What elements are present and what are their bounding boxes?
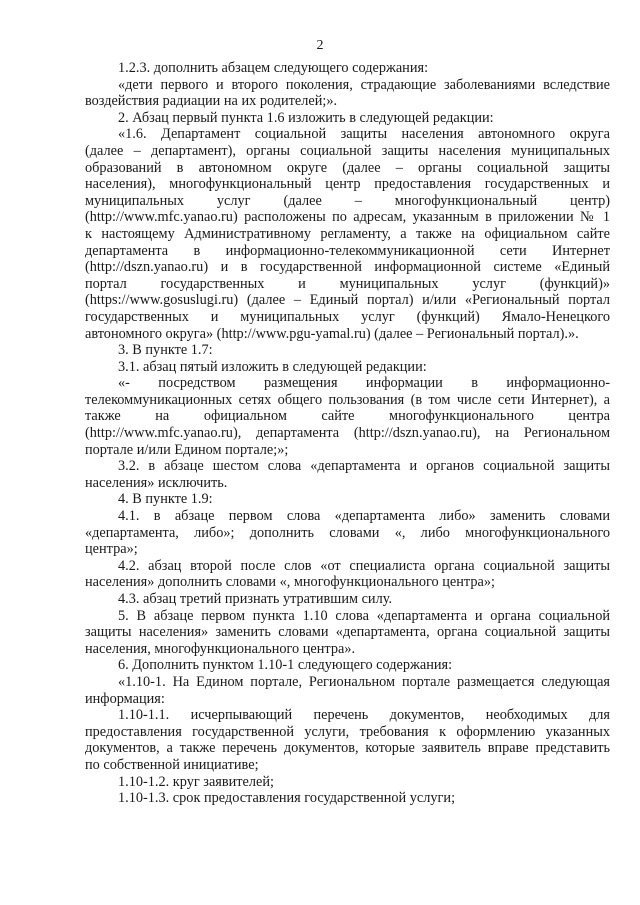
text-line: населения, многофункционального центра».: [85, 640, 356, 657]
text-line: «1.6. Департамент социальной защиты населения автономного округа: [118, 126, 610, 143]
text-line: 5. В абзаце первом пункта 1.10 слова «департамента и органа социальной: [118, 607, 610, 624]
text-line: 6. Дополнить пунктом 1.10-1 следующего содержания:: [118, 657, 453, 674]
text-line: департамента в информационно-телекоммуникационной сети Интернет: [85, 242, 610, 259]
text-line: 3. В пункте 1.7:: [118, 342, 213, 359]
text-line: 1.10-1.3. срок предоставления государственной услуги;: [118, 790, 456, 807]
text-line: 2. Абзац первый пункта 1.6 изложить в следующей редакции:: [118, 109, 494, 126]
text-line: 1.10-1.1. исчерпывающий перечень документов, необходимых для: [118, 707, 610, 724]
text-line: 1.10-1.2. круг заявителей;: [118, 773, 274, 790]
text-line: «дети первого и второго поколения, страдающие заболеваниями вследствие: [118, 76, 610, 93]
text-line: населения» исключить.: [85, 474, 228, 491]
page-number: 2: [316, 38, 324, 53]
text-line: муниципальных услуг (далее – многофункциональный центр): [85, 192, 610, 209]
text-line: населения» дополнить словами «, многофункционального центра»;: [85, 574, 495, 591]
text-line: информация:: [85, 690, 165, 707]
text-line: портал государственных и муниципальных услуг (функций)»: [85, 275, 610, 292]
text-line: 4.3. абзац третий признать утратившим силу.: [118, 591, 393, 607]
text-line: 4. В пункте 1.9:: [118, 491, 213, 508]
text-line: документов, а также перечень документов, которые заявитель вправе представить: [85, 740, 610, 757]
text-line: 4.2. абзац второй после слов «от специалиста органа социальной защиты: [118, 557, 610, 574]
text-line: населения), многофункциональный центр предоставления государственных и: [85, 176, 610, 193]
text-line: к настоящему Административному регламенту, а также на официальном сайте: [85, 225, 610, 242]
text-line: автономного округа» (http://www.pgu-yamal.ru) (далее – Региональный портал).».: [85, 325, 579, 342]
text-line: телекоммуникационных сетях общего пользования (в том числе сети Интернет), а: [85, 391, 610, 408]
text-line: также на официальном сайте многофункционального центра: [85, 408, 610, 425]
text-line: центра»;: [85, 541, 138, 558]
text-line: 4.1. в абзаце первом слова «департамента либо» заменить словами: [118, 508, 610, 525]
text-line: «1.10-1. На Едином портале, Региональном портале размещается следующая: [118, 673, 610, 690]
text-line: (https://www.gosuslugi.ru) (далее – Единый портал) и/или «Региональный портал: [85, 292, 610, 309]
text-line: 1.2.3. дополнить абзацем следующего содержания:: [118, 60, 429, 76]
document-body: [85, 60, 610, 807]
text-line: (http://www.mfc.yanao.ru), департамента (http://dszn.yanao.ru), на Региональном: [85, 425, 610, 442]
text-line: воздействия радиации на их родителей;».: [85, 93, 338, 110]
text-line: государственных и муниципальных услуг (функций) Ямало-Ненецкого: [85, 308, 610, 325]
text-line: по собственной инициативе;: [85, 756, 259, 773]
text-line: (далее – департамент), органы социальной защиты населения муниципальных: [85, 142, 610, 159]
text-line: «- посредством размещения информации в информационно-: [118, 375, 610, 392]
text-line: защиты населения» заменить словами «департамента, органа социальной защиты: [85, 624, 610, 641]
text-line: (http://dszn.yanao.ru) и в государственной информационной системе «Единый: [85, 259, 610, 276]
text-line: 3.1. абзац пятый изложить в следующей редакции:: [118, 358, 427, 375]
text-line: «департамента, либо»; дополнить словами «, либо многофункционального: [85, 524, 610, 541]
text-line: (http://www.mfc.yanao.ru) расположены по адресам, указанным в приложении № 1: [85, 209, 610, 226]
text-line: образований в автономном округе (далее – органы социальной защиты: [85, 159, 610, 176]
text-line: портале и/или Едином портале;»;: [85, 441, 289, 458]
text-line: 3.2. в абзаце шестом слова «департамента и органов социальной защиты: [118, 458, 610, 475]
text-line: предоставления государственной услуги, требования к оформлению указанных: [85, 723, 610, 740]
